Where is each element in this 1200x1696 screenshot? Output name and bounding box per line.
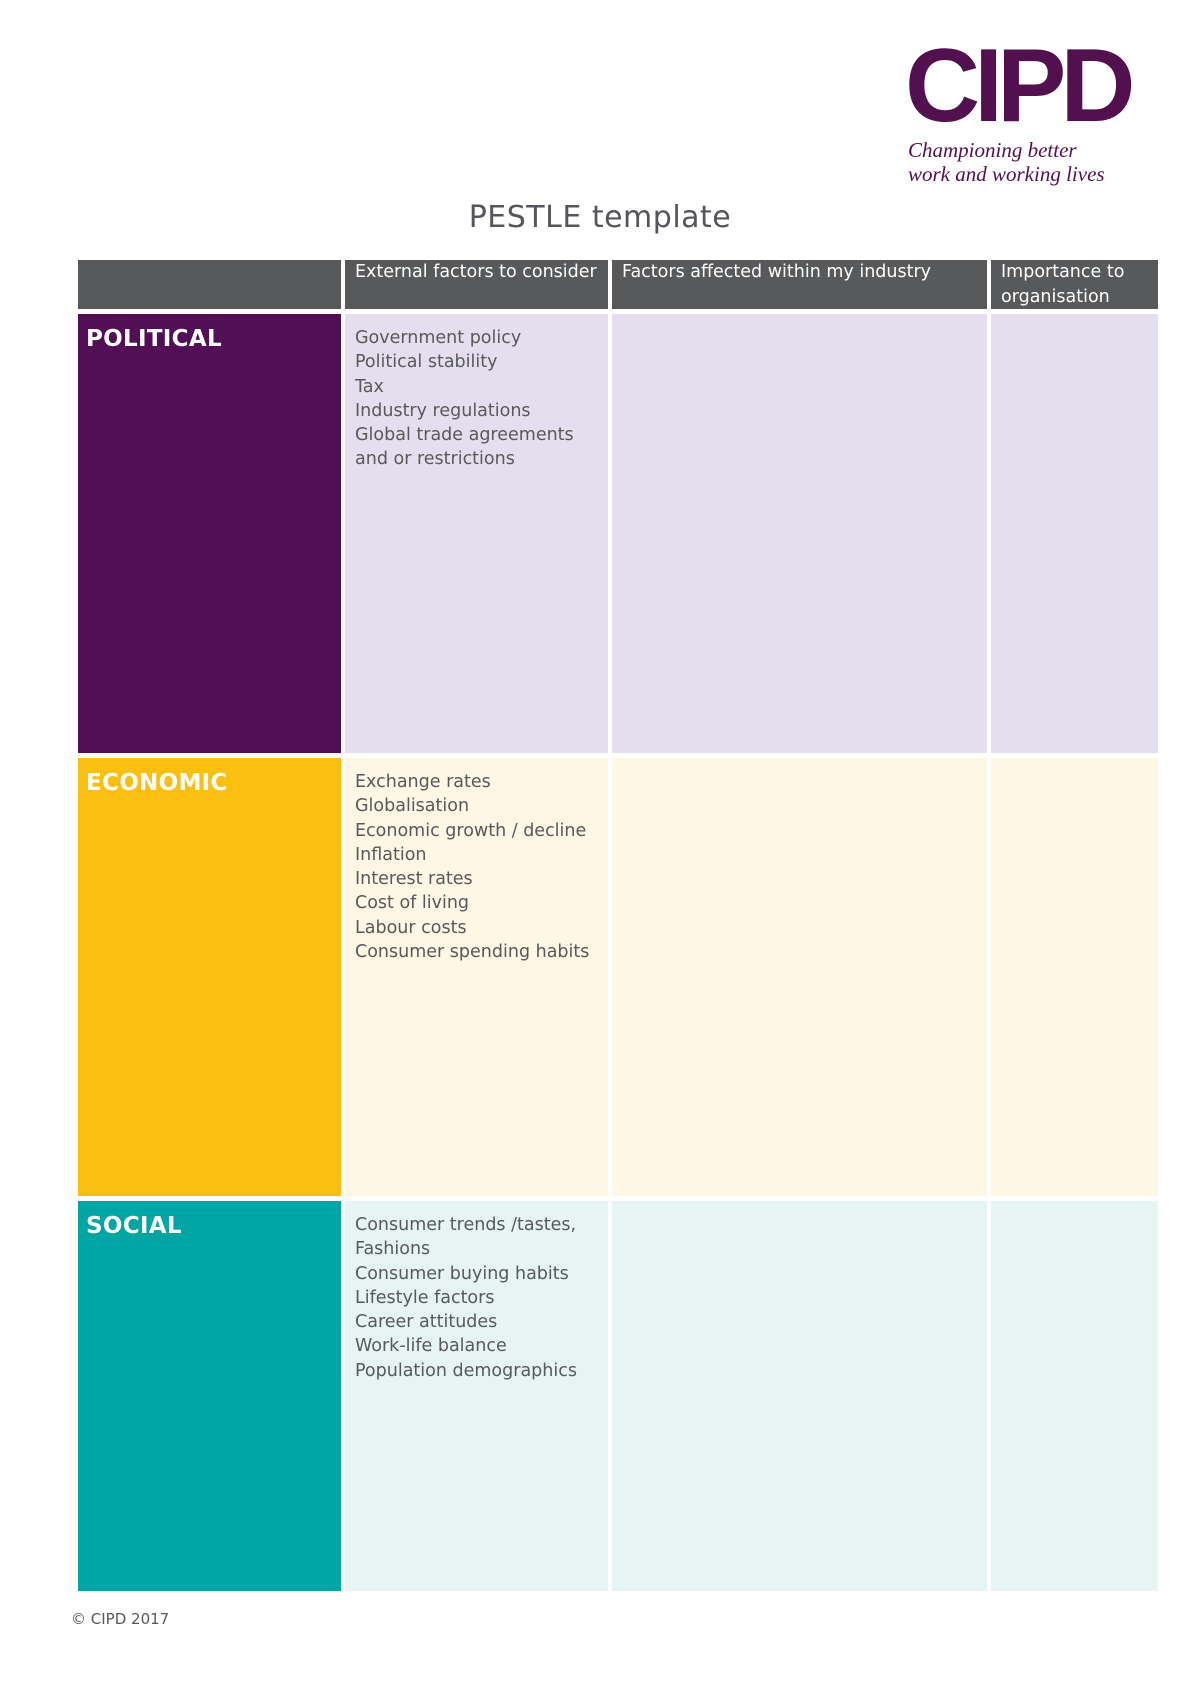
social-industry-cell[interactable] — [612, 1201, 987, 1591]
list-item: Government policy — [355, 328, 522, 348]
list-item: Cost of living — [355, 893, 470, 914]
list-item: Consumer buying habits — [355, 1263, 569, 1284]
list-item: Interest rates — [355, 869, 473, 890]
logo-tagline-line2: work and working lives — [908, 162, 1105, 186]
list-item: Labour costs — [355, 917, 467, 938]
list-item: and or restrictions — [355, 449, 515, 470]
economic-importance-cell[interactable] — [991, 758, 1158, 1196]
list-item: Consumer trends /tastes, — [355, 1215, 577, 1235]
list-item: Work-life balance — [355, 1336, 507, 1357]
copyright: © CIPD 2017 — [71, 1610, 170, 1628]
social-importance-cell[interactable] — [991, 1201, 1158, 1591]
list-item: Economic growth / decline — [355, 820, 587, 841]
list-item: Political stability — [355, 352, 498, 373]
list-item: Globalisation — [355, 796, 470, 817]
cipd-logo — [905, 28, 1145, 186]
category-economic: ECONOMIC — [78, 758, 341, 1196]
header-external-factors: External factors to consider — [345, 260, 608, 309]
category-political: POLITICAL — [78, 314, 341, 753]
list-item: Global trade agreements — [355, 425, 574, 446]
list-item: Industry regulations — [355, 400, 531, 421]
list-item: Lifestyle factors — [355, 1287, 495, 1308]
header-importance: Importance to organisation — [991, 260, 1158, 309]
economic-factors-list — [345, 758, 608, 1196]
header-blank — [78, 260, 341, 309]
page-title: PESTLE template — [468, 200, 732, 235]
logo-tagline-line1: Championing better — [908, 138, 1077, 162]
list-item: Career attitudes — [355, 1312, 498, 1333]
social-factors-list — [345, 1201, 608, 1591]
political-factors-list — [345, 314, 608, 753]
list-item: Exchange rates — [355, 772, 491, 792]
list-item: Inflation — [355, 844, 427, 865]
pestle-table — [78, 260, 1158, 1591]
political-importance-cell[interactable] — [991, 314, 1158, 753]
category-social: SOCIAL — [78, 1201, 341, 1591]
header-industry-factors: Factors affected within my industry — [612, 260, 987, 309]
political-industry-cell[interactable] — [612, 314, 987, 753]
logo-mark: CIPD — [905, 28, 1130, 144]
list-item: Consumer spending habits — [355, 942, 590, 963]
economic-industry-cell[interactable] — [612, 758, 987, 1196]
list-item: Fashions — [355, 1239, 431, 1260]
list-item: Population demographics — [355, 1360, 577, 1381]
list-item: Tax — [355, 376, 384, 397]
